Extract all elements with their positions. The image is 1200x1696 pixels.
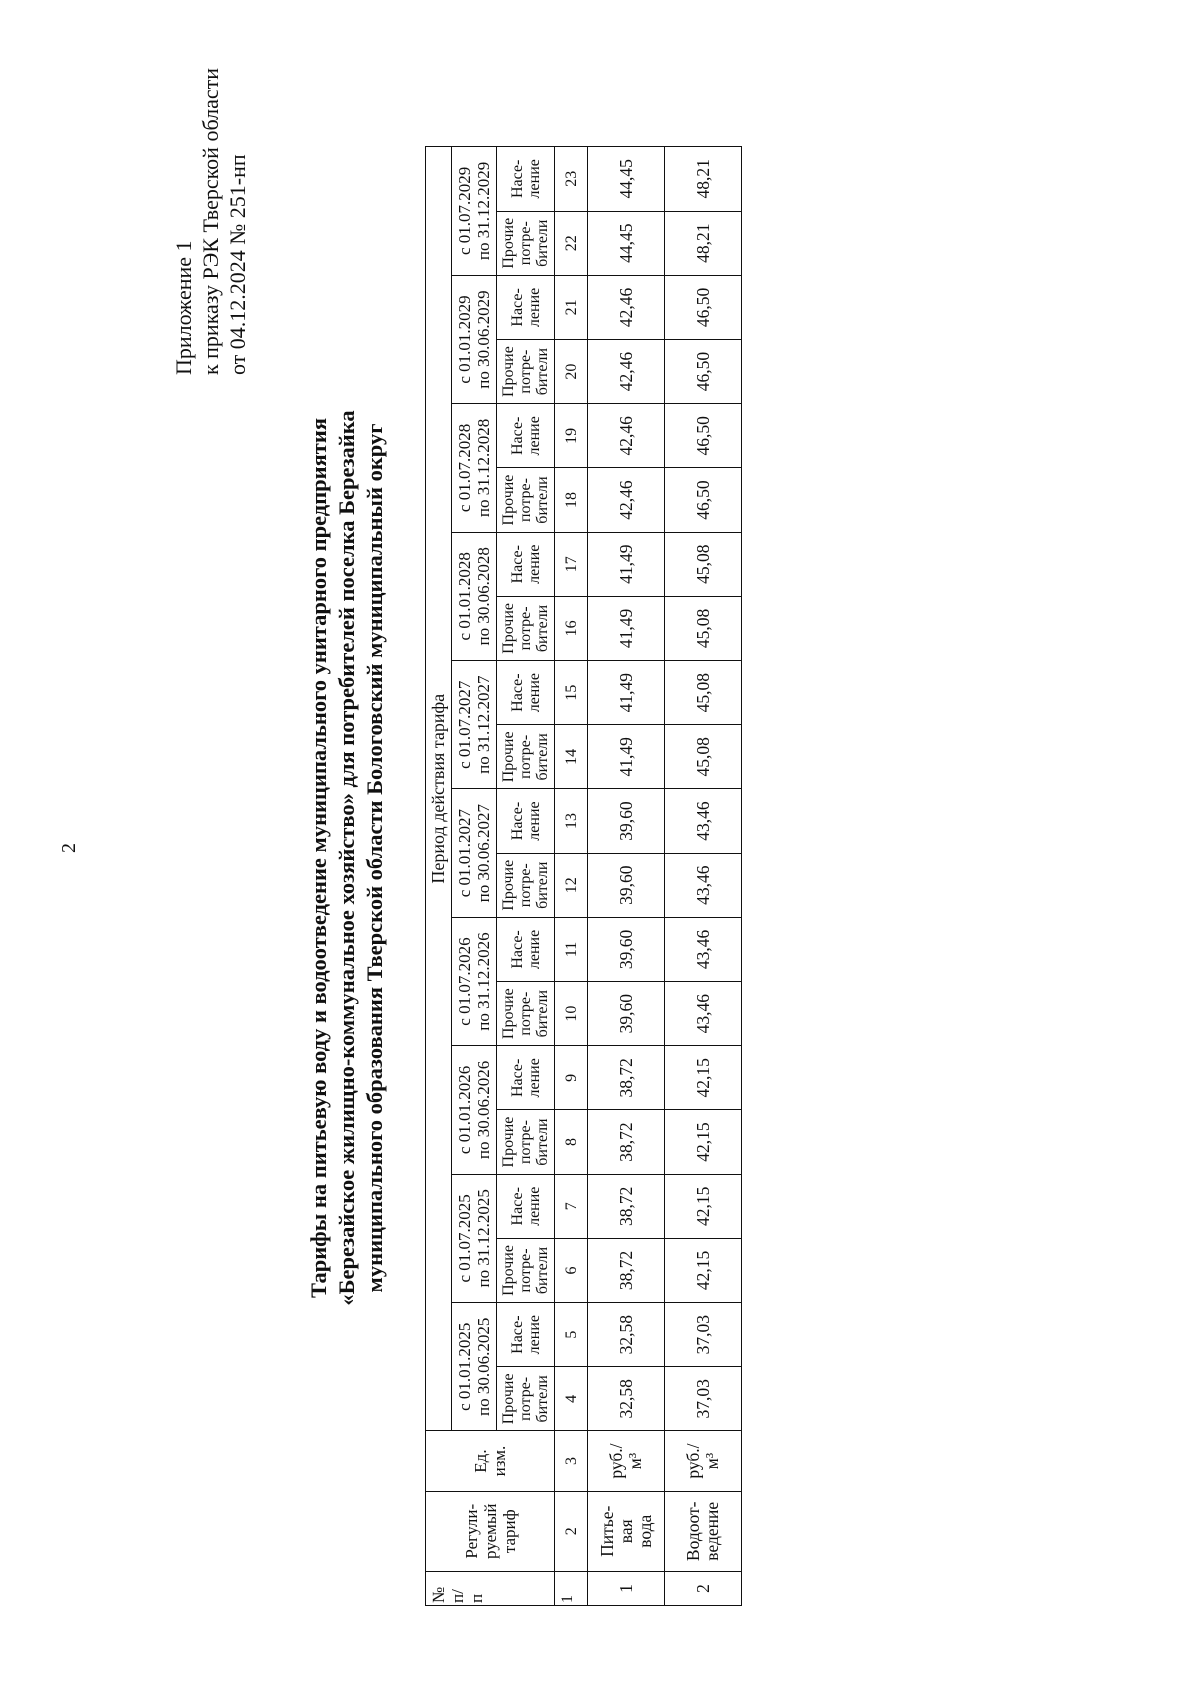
column-number: 21 (555, 275, 588, 339)
consumer-population-header: Насе- ление (497, 1303, 555, 1367)
title-line-3: муниципального образования Тверской области Бологовский муниципальный округ (362, 423, 387, 1293)
period-range: с 01.01.2027 по 30.06.2027 (452, 789, 497, 917)
tariff-value: 37,03 (665, 1367, 742, 1431)
tariff-value: 41,49 (588, 532, 665, 596)
tariff-table (425, 146, 742, 1606)
col-header-tariff: Регули- руемый тариф (426, 1491, 555, 1571)
consumer-population-header: Насе- ление (497, 1046, 555, 1110)
col-header-unit: Ед. изм. (426, 1431, 555, 1491)
column-number: 20 (555, 340, 588, 404)
consumer-population-header: Насе- ление (497, 404, 555, 468)
consumer-population-header: Насе- ление (497, 1174, 555, 1238)
tariff-value: 39,60 (588, 789, 665, 853)
table-row (588, 147, 665, 1606)
column-number: 6 (555, 1238, 588, 1302)
tariff-value: 42,15 (665, 1046, 742, 1110)
tariff-value: 41,49 (588, 596, 665, 660)
tariff-value: 41,49 (588, 725, 665, 789)
tariff-value: 37,03 (665, 1303, 742, 1367)
column-number: 10 (555, 982, 588, 1046)
table-row (665, 147, 742, 1606)
column-number: 2 (555, 1491, 588, 1571)
consumer-other-header: Прочие потре- бители (497, 982, 555, 1046)
appendix-line-1: Приложение 1 (171, 240, 196, 376)
tariff-value: 42,46 (588, 340, 665, 404)
period-range: с 01.01.2026 по 30.06.2026 (452, 1046, 497, 1174)
tariff-value: 46,50 (665, 340, 742, 404)
tariff-value: 43,46 (665, 982, 742, 1046)
tariff-value: 43,46 (665, 853, 742, 917)
period-header: Период действия тарифа (426, 147, 452, 1431)
period-range: с 01.01.2028 по 30.06.2028 (452, 532, 497, 660)
column-number: 14 (555, 725, 588, 789)
tariff-value: 41,49 (588, 661, 665, 725)
consumer-population-header: Насе- ление (497, 661, 555, 725)
consumer-other-header: Прочие потре- бители (497, 1110, 555, 1174)
tariff-value: 42,15 (665, 1110, 742, 1174)
header-row-consumers (497, 147, 555, 1606)
tariff-value: 32,58 (588, 1367, 665, 1431)
row-tariff-name: Водоот- ведение (665, 1491, 742, 1571)
column-number: 1 (555, 1571, 588, 1605)
tariff-value: 45,08 (665, 532, 742, 596)
appendix-line-3: от 04.12.2024 № 251-нп (225, 154, 250, 376)
consumer-other-header: Прочие потре- бители (497, 211, 555, 275)
page-number: 2 (58, 843, 80, 853)
row-number: 1 (588, 1571, 665, 1605)
title-line-2: «Березайское жилищно-коммунальное хозяйство» для потребителей поселка Березайка (334, 410, 359, 1306)
title-line-1: Тарифы на питьевую воду и водоотведение муниципального унитарного предприятия (306, 418, 331, 1298)
column-number: 13 (555, 789, 588, 853)
tariff-value: 39,60 (588, 917, 665, 981)
consumer-other-header: Прочие потре- бители (497, 853, 555, 917)
tariff-value: 43,46 (665, 917, 742, 981)
appendix-line-2: к приказу РЭК Тверской области (198, 68, 223, 376)
tariff-value: 42,15 (665, 1238, 742, 1302)
consumer-other-header: Прочие потре- бители (497, 596, 555, 660)
column-number: 9 (555, 1046, 588, 1110)
tariff-value: 45,08 (665, 596, 742, 660)
column-number: 23 (555, 147, 588, 212)
row-unit: руб./ м³ (665, 1431, 742, 1491)
column-number: 4 (555, 1367, 588, 1431)
tariff-value: 46,50 (665, 275, 742, 339)
header-row-periods (452, 147, 497, 1606)
tariff-value: 46,50 (665, 404, 742, 468)
consumer-population-header: Насе- ление (497, 147, 555, 212)
tariff-value: 42,46 (588, 275, 665, 339)
tariff-value: 39,60 (588, 853, 665, 917)
tariff-value: 42,46 (588, 404, 665, 468)
period-range: с 01.01.2025 по 30.06.2025 (452, 1303, 497, 1431)
tariff-value: 32,58 (588, 1303, 665, 1367)
period-range: с 01.07.2029 по 31.12.2029 (452, 147, 497, 276)
column-number: 16 (555, 596, 588, 660)
consumer-population-header: Насе- ление (497, 532, 555, 596)
header-row-period (426, 147, 452, 1606)
period-range: с 01.07.2027 по 31.12.2027 (452, 661, 497, 789)
period-range: с 01.07.2026 по 31.12.2026 (452, 917, 497, 1045)
column-number: 8 (555, 1110, 588, 1174)
col-header-number: № п/ п (426, 1571, 555, 1605)
consumer-other-header: Прочие потре- бители (497, 468, 555, 532)
period-range: с 01.07.2028 по 31.12.2028 (452, 404, 497, 532)
tariff-value: 39,60 (588, 982, 665, 1046)
column-numbers-row (555, 147, 588, 1606)
tariff-table-body (588, 147, 742, 1606)
period-range: с 01.01.2029 по 30.06.2029 (452, 275, 497, 403)
rotated-landscape-page (50, 38, 1150, 1658)
consumer-other-header: Прочие потре- бители (497, 1367, 555, 1431)
consumer-population-header: Насе- ление (497, 917, 555, 981)
tariff-value: 44,45 (588, 147, 665, 212)
tariff-value: 48,21 (665, 211, 742, 275)
consumer-population-header: Насе- ление (497, 789, 555, 853)
column-number: 3 (555, 1431, 588, 1491)
column-number: 17 (555, 532, 588, 596)
tariff-value: 42,46 (588, 468, 665, 532)
document-title (305, 158, 389, 1558)
row-number: 2 (665, 1571, 742, 1605)
column-number: 18 (555, 468, 588, 532)
period-range: с 01.07.2025 по 31.12.2025 (452, 1174, 497, 1302)
appendix-reference (170, 68, 251, 375)
tariff-value: 38,72 (588, 1110, 665, 1174)
column-number: 11 (555, 917, 588, 981)
column-number: 5 (555, 1303, 588, 1367)
column-number: 19 (555, 404, 588, 468)
row-tariff-name: Питье- вая вода (588, 1491, 665, 1571)
tariff-value: 48,21 (665, 147, 742, 212)
column-number: 15 (555, 661, 588, 725)
tariff-value: 46,50 (665, 468, 742, 532)
tariff-value: 44,45 (588, 211, 665, 275)
tariff-value: 38,72 (588, 1046, 665, 1110)
row-unit: руб./ м³ (588, 1431, 665, 1491)
column-number: 12 (555, 853, 588, 917)
column-number: 7 (555, 1174, 588, 1238)
consumer-population-header: Насе- ление (497, 275, 555, 339)
tariff-value: 38,72 (588, 1238, 665, 1302)
tariff-value: 42,15 (665, 1174, 742, 1238)
consumer-other-header: Прочие потре- бители (497, 1238, 555, 1302)
tariff-value: 45,08 (665, 725, 742, 789)
consumer-other-header: Прочие потре- бители (497, 340, 555, 404)
tariff-value: 38,72 (588, 1174, 665, 1238)
tariff-value: 45,08 (665, 661, 742, 725)
column-number: 22 (555, 211, 588, 275)
tariff-value: 43,46 (665, 789, 742, 853)
consumer-other-header: Прочие потре- бители (497, 725, 555, 789)
